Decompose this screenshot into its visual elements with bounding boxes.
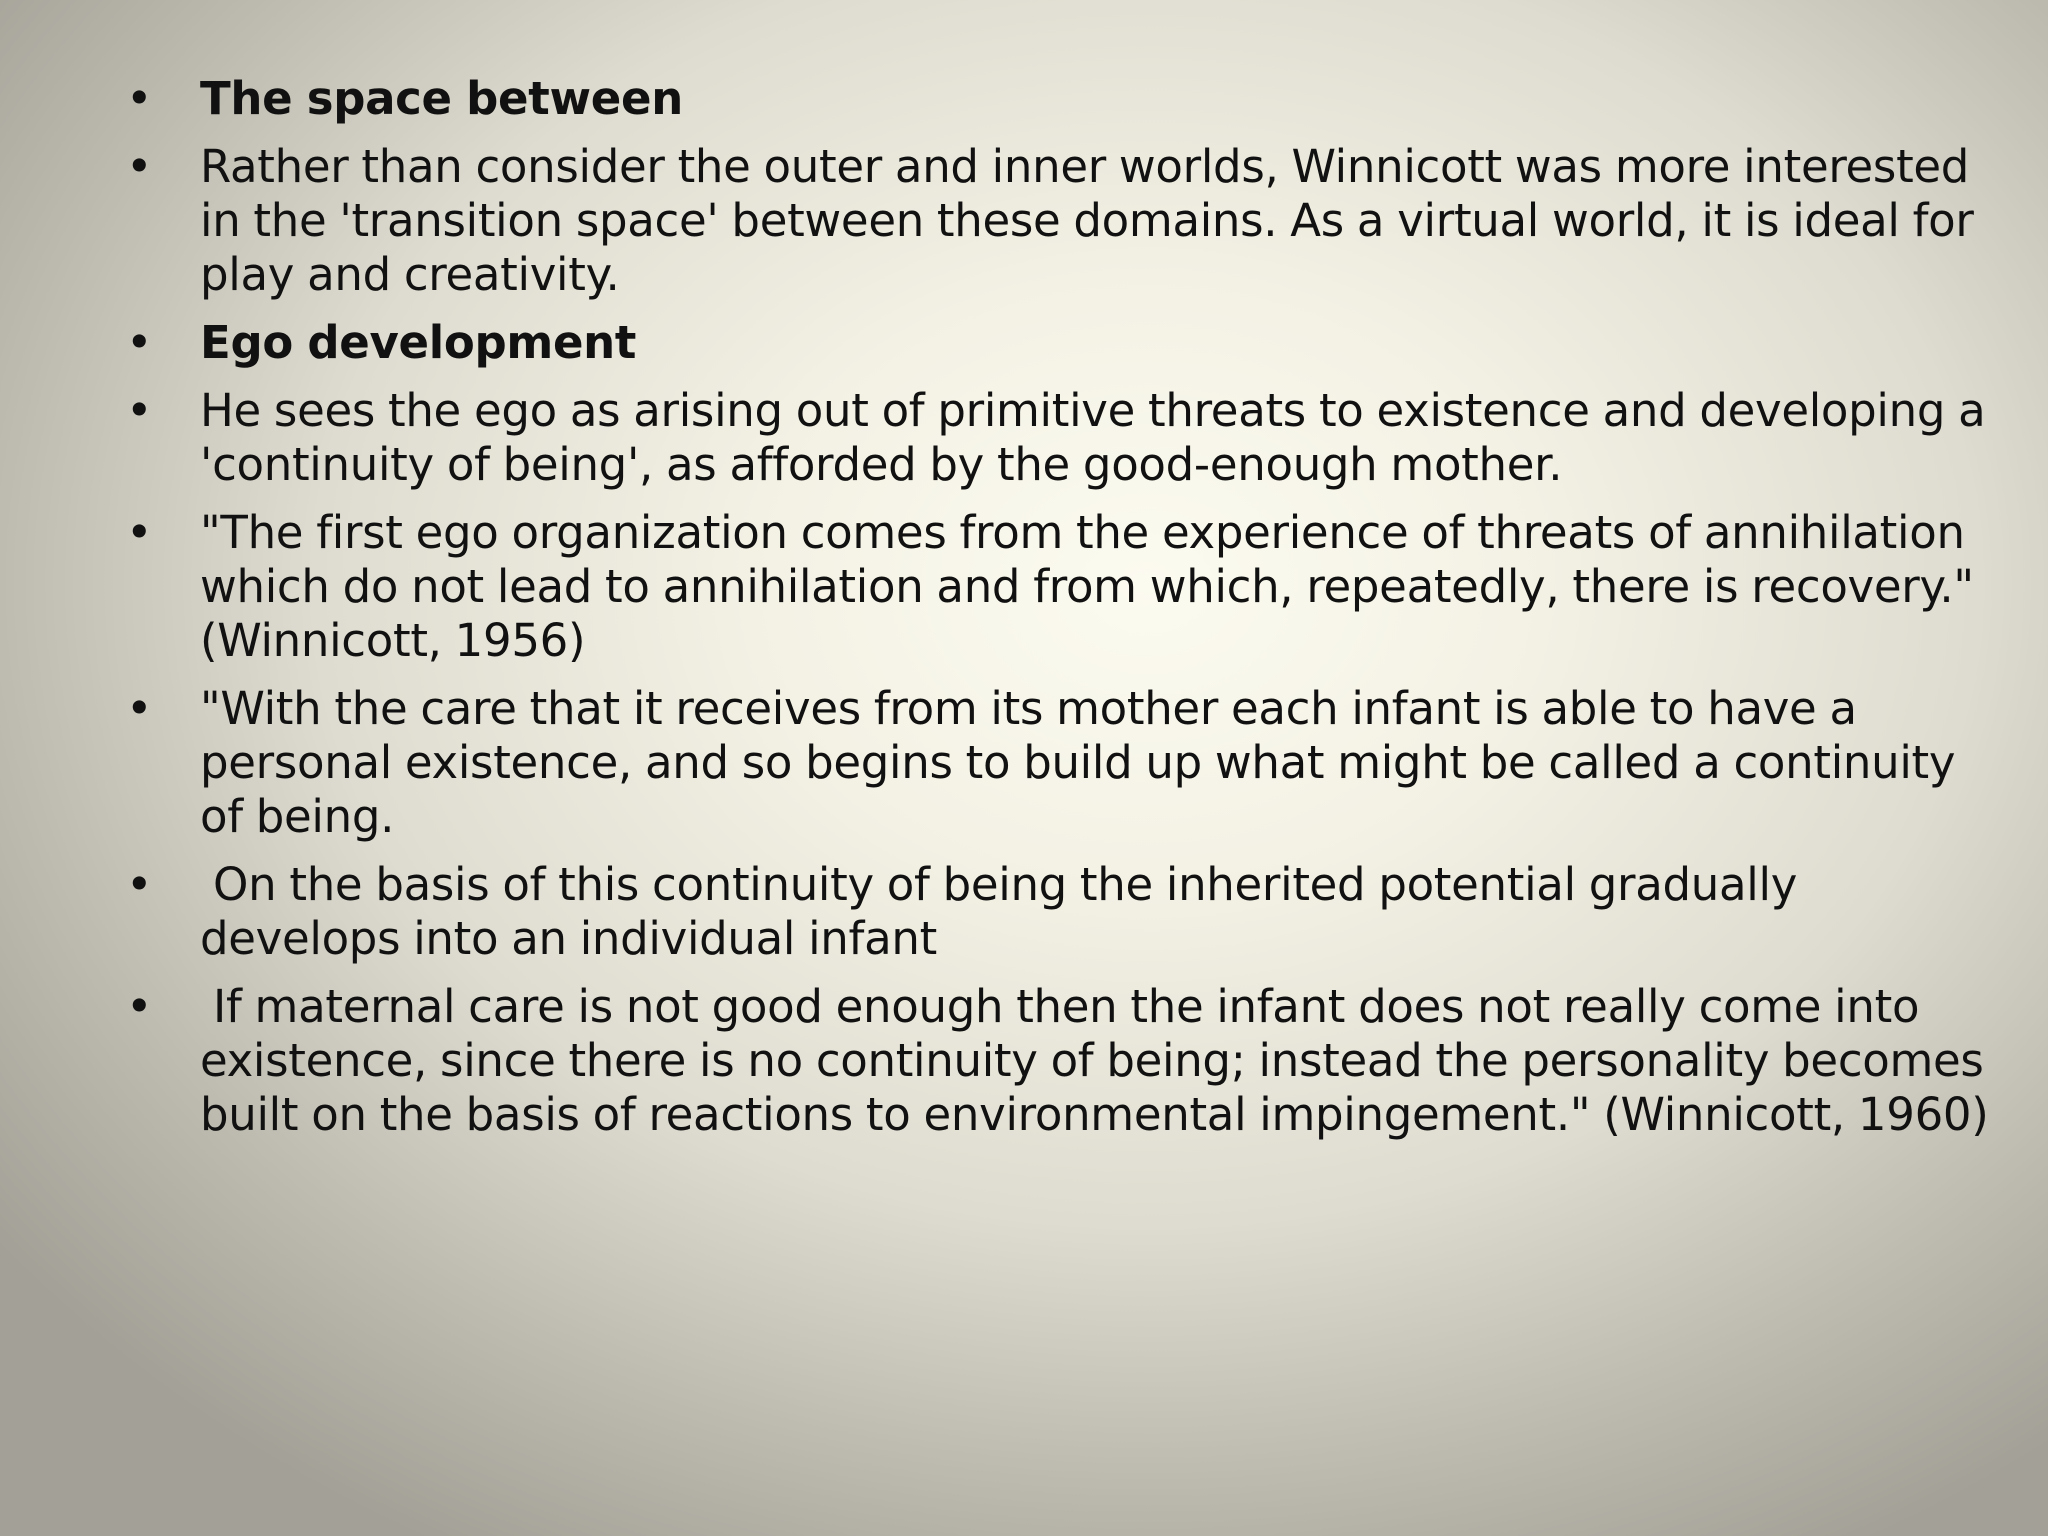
bullet-item-heading-space-between <box>120 72 2000 126</box>
bullet-dot-icon: • <box>126 140 153 193</box>
bullet-dot-icon: • <box>126 384 153 437</box>
bullet-dot-icon: • <box>126 72 153 125</box>
bullet-text: "The first ego organization comes from the experience of threats of annihilation which do not lead to annihilation and from which, repeatedly, there is recovery." (Winnicott, 1956) <box>200 506 2000 667</box>
bullet-item-transition-space <box>120 140 2000 302</box>
bullet-dot-icon: • <box>126 980 153 1033</box>
bullet-text: If maternal care is not good enough then the infant does not really come into existence, since there is no continuity of being; instead the personality becomes built on the basis of reactions to environmental impingement." (Winnicott, 1960) <box>200 980 1997 1141</box>
bullet-dot-icon: • <box>126 682 153 735</box>
bullet-item-quote-care <box>120 682 2000 844</box>
bullet-text: He sees the ego as arising out of primitive threats to existence and developing a 'continuity of being', as afforded by the good-enough mother. <box>200 384 1999 491</box>
bullet-list <box>120 72 2000 1156</box>
bullet-dot-icon: • <box>126 506 153 559</box>
bullet-text: "With the care that it receives from its mother each infant is able to have a personal existence, and so begins to build up what might be called a continuity of being. <box>200 682 1969 843</box>
bullet-item-inherited-potential <box>120 858 2000 966</box>
bullet-text: On the basis of this continuity of being the inherited potential gradually develops into an individual infant <box>200 858 1811 965</box>
bullet-item-ego-arising <box>120 384 2000 492</box>
bullet-dot-icon: • <box>126 316 153 369</box>
bullet-item-quote-1956 <box>120 506 2000 668</box>
bullet-text: Rather than consider the outer and inner worlds, Winnicott was more interested in the 'transition space' between these domains. As a virtual world, it is ideal for play and creativity. <box>200 140 1987 301</box>
bullet-text: The space between <box>200 72 683 125</box>
bullet-item-quote-1960 <box>120 980 2000 1142</box>
bullet-dot-icon: • <box>126 858 153 911</box>
bullet-item-heading-ego-development <box>120 316 2000 370</box>
bullet-text: Ego development <box>200 316 637 369</box>
